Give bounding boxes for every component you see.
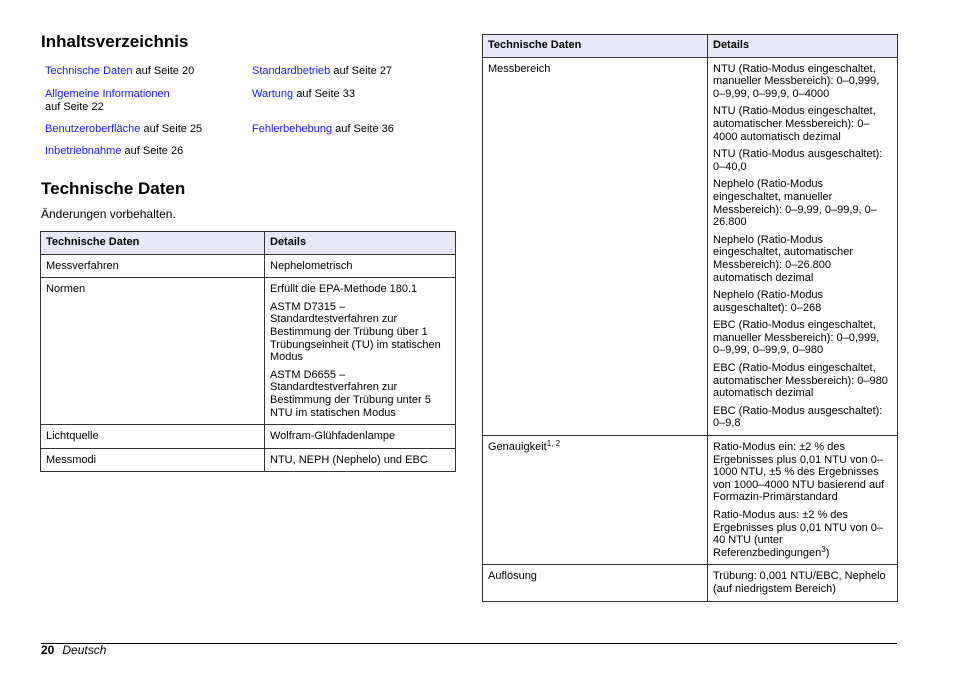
row-details: [265, 425, 456, 449]
row-label: [483, 436, 708, 565]
toc-link-wartung[interactable]: Wartung: [252, 88, 294, 100]
toc-page-ref: auf Seite 20: [132, 65, 195, 77]
detail-text: EBC (Ratio-Modus ausgeschaltet): 0–9,8: [713, 404, 883, 430]
detail-text-end: ): [825, 546, 830, 559]
row-label: Normen: [41, 278, 265, 425]
toc-page-ref: auf Seite 25: [140, 123, 203, 135]
table-header-cell: Details: [708, 35, 898, 58]
toc-page-ref: auf Seite 36: [332, 123, 394, 135]
toc-entry: [252, 123, 452, 136]
row-details: [708, 565, 898, 601]
detail-text: NTU (Ratio-Modus ausgeschaltet): 0–40,0: [713, 148, 883, 173]
toc-entry: [45, 145, 245, 158]
footnote-ref[interactable]: 1, 2: [546, 439, 561, 449]
detail-text: Nephelo (Ratio-Modus eingeschaltet, manueller Messbereich): 0–9,99, 0–99,9, 0–26.800: [713, 178, 877, 229]
page-number: 20: [41, 643, 55, 657]
toc-entry: [45, 65, 245, 78]
toc-link-fehlerbehebung[interactable]: Fehlerbehebung: [252, 123, 333, 135]
spec-table-right: [482, 34, 898, 602]
row-details: [708, 57, 898, 435]
toc-link-inbetriebnahme[interactable]: Inbetriebnahme: [45, 145, 122, 157]
detail-text-part: Ratio-Modus aus: ±2 % des Ergebnisses plus 0,01 NTU von 0–40 NTU (unter Referenzbedingungen: [713, 509, 883, 559]
table-header-cell: Technische Daten: [41, 232, 265, 255]
detail-text: Erfüllt die EPA-Methode 180.1: [270, 283, 418, 296]
detail-text: ASTM D7315 – Standardtestverfahren zur Bestimmung der Trübung über 1 Trübungseinheit (TU) im statischen Modus: [270, 300, 441, 364]
table-row: [41, 278, 456, 425]
table-header-cell: Details: [265, 232, 456, 255]
table-row: [483, 57, 898, 435]
spec-table-left: [40, 231, 456, 472]
table-row: [483, 565, 898, 601]
detail-text: Nephelometrisch: [270, 259, 353, 272]
detail-text: Nephelo (Ratio-Modus eingeschaltet, automatischer Messbereich): 0–26.800 automatisch dezimal: [713, 233, 854, 284]
footnote-ref[interactable]: 3: [821, 544, 826, 554]
table-header-cell: Technische Daten: [483, 35, 708, 58]
footer-divider: [41, 643, 897, 644]
toc-entry: [252, 88, 452, 101]
footer-language: Deutsch: [62, 643, 107, 657]
toc-page-ref: auf Seite 33: [293, 88, 355, 100]
toc-entry: [252, 65, 452, 78]
section-title: Technische Daten: [41, 179, 186, 198]
detail-text: NTU (Ratio-Modus eingeschaltet, automatischer Messbereich): 0–4000 automatisch dezimal: [713, 105, 876, 143]
toc-link-standardbetrieb[interactable]: Standardbetrieb: [252, 65, 331, 77]
detail-text: Trübung: 0,001 NTU/EBC, Nephelo (auf niedrigstem Bereich): [713, 570, 886, 595]
detail-text: [713, 509, 892, 559]
section-note: Änderungen vorbehalten.: [41, 207, 176, 221]
toc-link-allgemeine-informationen[interactable]: Allgemeine Informationen: [45, 88, 170, 100]
row-details: [265, 254, 456, 278]
detail-text: Wolfram-Glühfadenlampe: [270, 430, 396, 443]
row-label: Auflösung: [483, 565, 708, 601]
row-details: [265, 448, 456, 472]
toc-title: Inhaltsverzeichnis: [41, 32, 189, 51]
detail-text: NTU, NEPH (Nephelo) und EBC: [270, 453, 428, 466]
toc-page-ref: auf Seite 26: [121, 145, 184, 157]
row-label: Messmodi: [41, 448, 265, 472]
row-label: Messbereich: [483, 57, 708, 435]
detail-text: EBC (Ratio-Modus eingeschaltet, manueller Messbereich): 0–0,999, 0–9,99, 0–99,9, 0–980: [713, 319, 880, 357]
row-details: [708, 436, 898, 565]
table-row: [41, 425, 456, 449]
table-row: [41, 448, 456, 472]
toc-link-technische-daten[interactable]: Technische Daten: [45, 65, 133, 77]
row-details: [265, 278, 456, 425]
toc-page-ref: auf Seite 27: [330, 65, 393, 77]
table-row: [483, 436, 898, 565]
table-header-row: [483, 35, 898, 58]
page-footer: [41, 643, 106, 657]
toc-entry: [45, 123, 245, 136]
detail-text: ASTM D6655 – Standardtestverfahren zur Bestimmung der Trübung unter 5 NTU im statischen Modus: [270, 368, 431, 419]
toc-link-benutzeroberflaeche[interactable]: Benutzeroberfläche: [45, 123, 141, 135]
table-row: [41, 254, 456, 278]
detail-text: Nephelo (Ratio-Modus ausgeschaltet): 0–268: [713, 289, 824, 314]
detail-text: EBC (Ratio-Modus eingeschaltet, automatischer Messbereich): 0–980 automatisch dezimal: [713, 362, 888, 400]
toc-page-ref: auf Seite 22: [45, 100, 104, 113]
label-text: Genauigkeit: [488, 441, 547, 454]
row-label: Lichtquelle: [41, 425, 265, 449]
toc-entry: [45, 88, 245, 113]
detail-text: Ratio-Modus ein: ±2 % des Ergebnisses plus 0,01 NTU von 0–1000 NTU, ±5 % des Ergebnisses von 1000–4000 NTU basierend auf Formazin-Primärstandard: [713, 441, 885, 504]
row-label: Messverfahren: [41, 254, 265, 278]
table-header-row: [41, 232, 456, 255]
detail-text: NTU (Ratio-Modus eingeschaltet, manueller Messbereich): 0–0,999, 0–9,99, 0–99,9, 0–4000: [713, 62, 880, 100]
